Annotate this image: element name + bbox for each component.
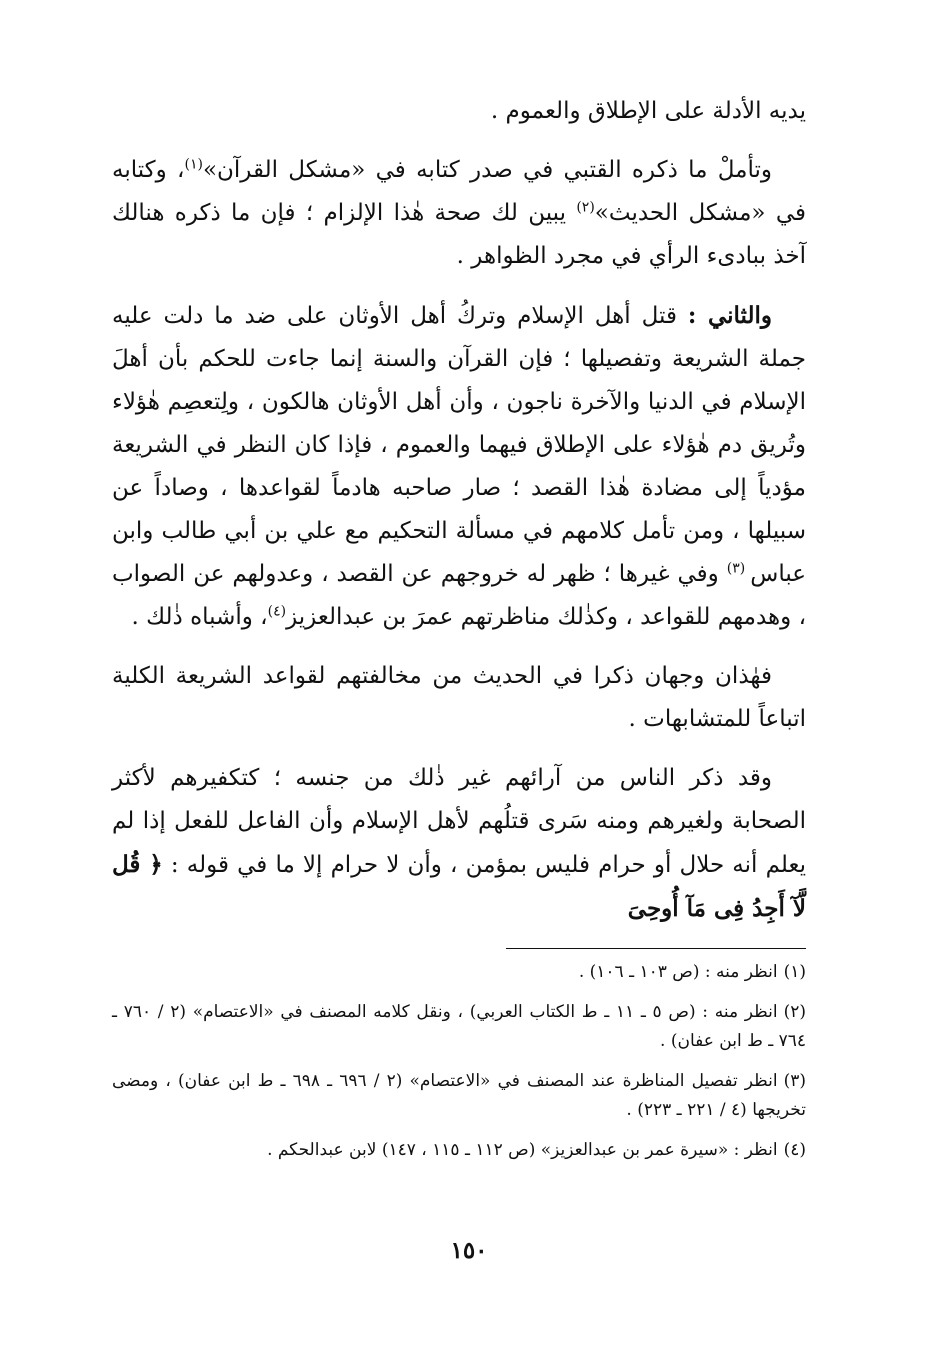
quran-quote: ﴿ قُل لَّآ أَجِدُ فِى مَآ أُوحِىَ <box>112 851 806 922</box>
paragraph-5-text: وقد ذكر الناس من آرائهم غير ذٰلك من جنسه ؛ كتكفيرهم لأكثر الصحابة ولغيرهم ومنه سَرى قتلُهم لأهل الإسلام وأن الفاعل للفعل إذا لم يعلم أنه حلال أو حرام فليس بمؤمن ، وأن لا حرام إلا ما في قوله : <box>112 765 806 878</box>
footnote-marker-3: (٣) <box>726 560 751 577</box>
footnote-number: (١) <box>783 962 806 982</box>
footnote-text: انظر منه : (ص ١٠٣ ـ ١٠٦) . <box>578 962 778 982</box>
paragraph-4-text: فهٰذان وجهان ذكرا في الحديث من مخالفتهم لقواعد الشريعة الكلية اتباعاً للمتشابهات . <box>112 663 806 732</box>
paragraph-2-text-a: وتأملْ ما ذكره القتبي في صدر كتابه في «مشكل القرآن» <box>202 157 772 183</box>
paragraph-2-text-b: ، وكتابه في «مشكل الحديث» <box>112 157 806 226</box>
footnote-marker-2: (٢) <box>576 199 595 216</box>
footnote-number: (٣) <box>783 1071 806 1091</box>
main-text <box>112 90 806 947</box>
paragraph-2-text-c: يبين لك صحة هٰذا الإلزام ؛ فإن ما ذكره هنالك آخذ ببادىء الرأي في مجرد الظواهر . <box>112 200 806 269</box>
paragraph-3-text-a: قتل أهل الإسلام وتركُ أهل الأوثان على ضد ما دلت عليه جملة الشريعة وتفصيلها ؛ فإن القرآن والسنة إنما جاءت للحكم بأن أهلَ الإسلام في الدنيا والآخرة ناجون ، وأن أهل الأوثان هالكون ، ولِتعصِم هٰؤلاء وتُريق دم هٰؤلاء على الإطلاق فيهما والعموم ، فإذا كان النظر في الشريعة مؤدياً إلى مضادة هٰذا القصد ؛ صار صاحبه هادماً لقواعدها ، وصاداً عن سبيلها ، ومن تأمل كلامهم في مسألة التحكيم مع علي بن أبي طالب وابن عباس <box>112 303 806 587</box>
footnote-text: انظر منه : (ص ٥ ـ ١١ ـ ط الكتاب العربي) ، ونقل كلامه المصنف في «الاعتصام» (٢ / ٧٦٠ ـ ٧٦٤ ـ ط ابن عفان) . <box>112 1002 806 1051</box>
footnote-text: انظر تفصيل المناظرة عند المصنف في «الاعتصام» (٢ / ٦٩٦ ـ ٦٩٨ ـ ط ابن عفان) ، ومضى تخريجها (٤ / ٢٢١ ـ ٢٢٣) . <box>112 1071 806 1120</box>
footnote-separator <box>506 948 806 949</box>
paragraph-5 <box>112 757 806 931</box>
footnote-marker-1: (١) <box>184 156 203 173</box>
footnote-marker-4: (٤) <box>267 603 287 620</box>
footnote-3 <box>112 1067 806 1125</box>
paragraph-1-text: يديه الأدلة على الإطلاق والعموم . <box>490 98 806 124</box>
footnotes <box>112 958 806 1176</box>
page-number: ١٥٠ <box>450 1237 488 1264</box>
footnote-number: (٢) <box>783 1002 806 1022</box>
paragraph-4 <box>112 655 806 741</box>
paragraph-3-text-b: وفي غيرها ؛ ظهر له خروجهم عن القصد ، وعدولهم عن الصواب ، وهدمهم للقواعد ، وكذٰلك مناظرتهم عمرَ بن عبدالعزيز <box>112 561 806 630</box>
footnote-text: انظر : «سيرة عمر بن عبدالعزيز» (ص ١١٢ ـ ١١٥ ، ١٤٧) لابن عبدالحكم . <box>267 1140 778 1160</box>
paragraph-3 <box>112 294 806 639</box>
footnote-number: (٤) <box>783 1140 806 1160</box>
paragraph-2 <box>112 149 806 278</box>
paragraph-3-text-c: ، وأشباه ذٰلك . <box>131 604 268 630</box>
paragraph-1 <box>112 90 806 133</box>
footnote-2 <box>112 998 806 1056</box>
footnote-4 <box>112 1136 806 1165</box>
paragraph-3-lead: والثاني : <box>687 302 772 329</box>
footnote-1 <box>112 958 806 987</box>
